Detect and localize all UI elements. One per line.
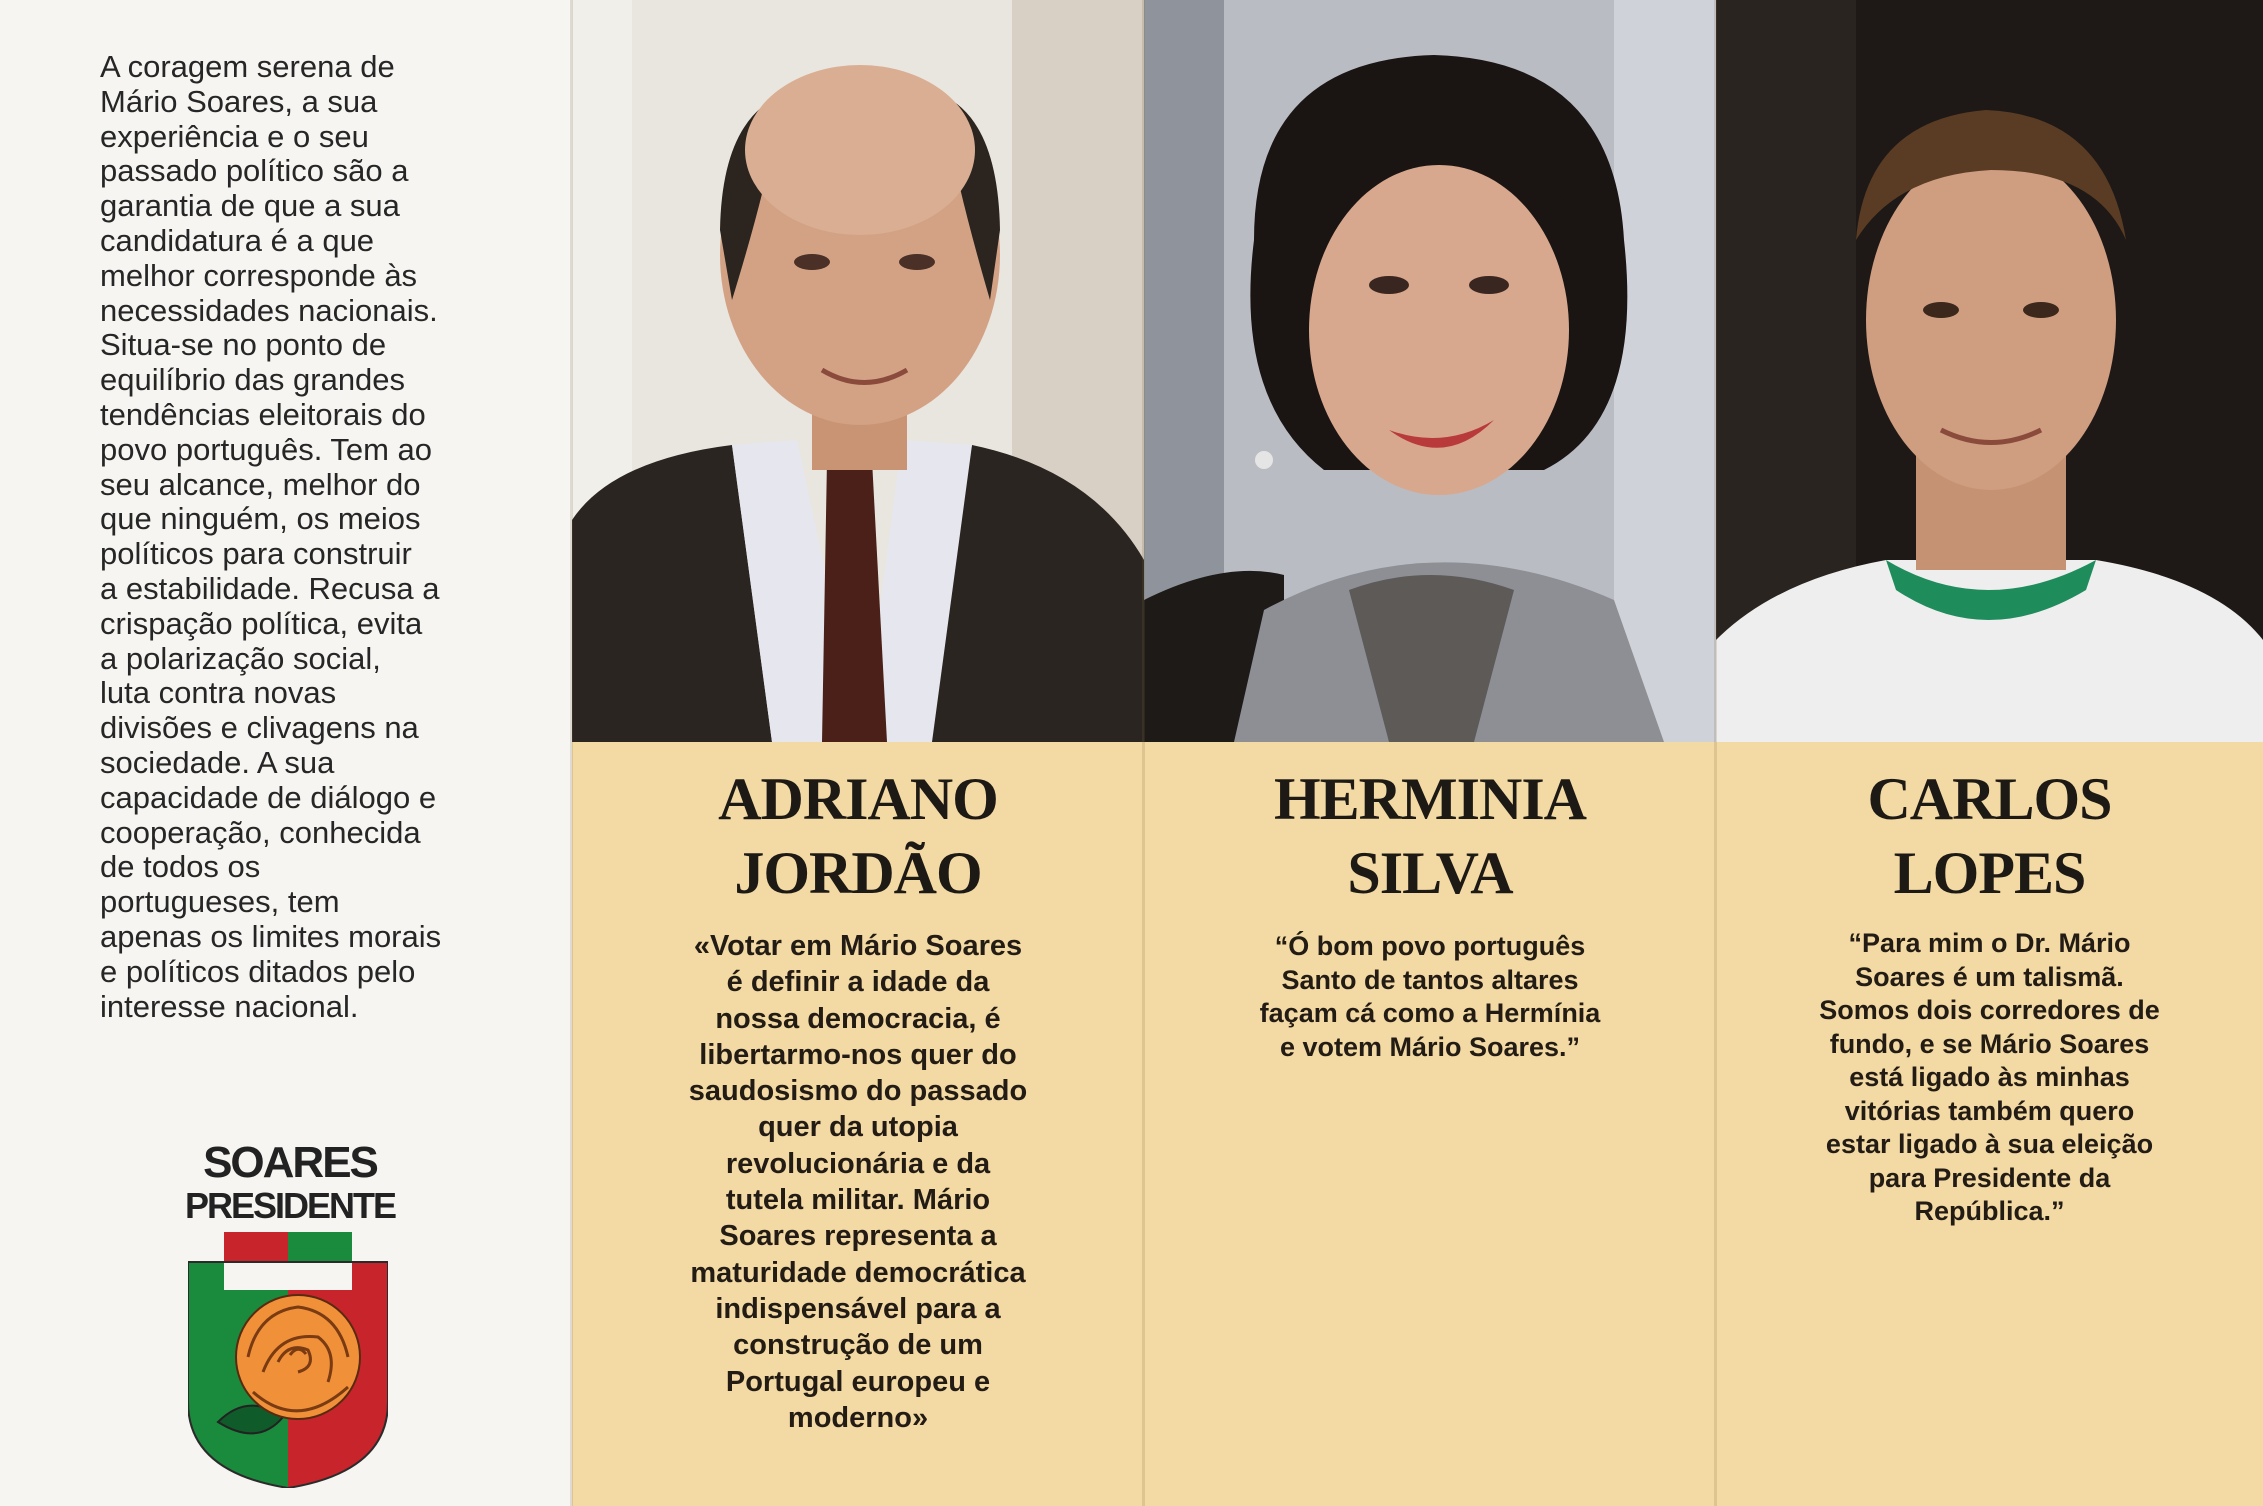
quote-line: Somos dois corredores de bbox=[1819, 995, 2160, 1025]
intro-line: apenas os limites morais bbox=[100, 918, 442, 954]
name-last: LOPES bbox=[1893, 840, 2086, 906]
quote-herminia bbox=[1144, 930, 1716, 1064]
quote-line: Portugal europeu e bbox=[725, 1365, 991, 1398]
intro-line: interesse nacional. bbox=[100, 988, 359, 1024]
portrait-photo-adriano bbox=[572, 0, 1144, 742]
fold-line bbox=[1714, 0, 1717, 1506]
quote-line: “Para mim o Dr. Mário bbox=[1848, 928, 2131, 958]
intro-line: capacidade de diálogo e bbox=[100, 779, 437, 815]
quote-line: está ligado às minhas bbox=[1849, 1062, 2130, 1092]
quote-line: e votem Mário Soares.” bbox=[1279, 1031, 1581, 1062]
person-name-adriano bbox=[572, 762, 1144, 910]
intro-line: crispação política, evita bbox=[100, 605, 423, 641]
intro-line: necessidades nacionais. bbox=[100, 292, 438, 328]
quote-line: moderno» bbox=[787, 1401, 929, 1434]
quote-line: «Votar em Mário Soares bbox=[693, 930, 1023, 962]
campaign-brand bbox=[150, 1140, 430, 1226]
intro-line: políticos para construir bbox=[100, 536, 412, 572]
intro-line: candidatura é a que bbox=[100, 222, 375, 258]
intro-line: Mário Soares, a sua bbox=[100, 83, 378, 119]
quote-line: maturidade democrática bbox=[690, 1256, 1026, 1289]
quote-line: Soares representa a bbox=[719, 1220, 997, 1253]
name-first: CARLOS bbox=[1867, 766, 2112, 832]
intro-line: melhor corresponde às bbox=[100, 257, 418, 293]
brand-soares: SOARES bbox=[203, 1138, 377, 1187]
quote-line: é definir a idade da bbox=[726, 966, 990, 999]
quote-line: quer da utopia bbox=[758, 1111, 958, 1144]
intro-line: a polarização social, bbox=[100, 640, 381, 676]
testimonial-panel-adriano bbox=[572, 0, 1144, 1506]
intro-line: A coragem serena de bbox=[100, 49, 395, 84]
portrait-photo-herminia bbox=[1144, 0, 1716, 742]
intro-line: sociedade. A sua bbox=[100, 744, 335, 780]
intro-line: Situa-se no ponto de bbox=[100, 327, 387, 363]
intro-line: experiência e o seu bbox=[100, 118, 369, 154]
fold-line bbox=[1142, 0, 1145, 1506]
quote-line: saudosismo do passado bbox=[688, 1075, 1028, 1108]
intro-line: povo português. Tem ao bbox=[100, 431, 433, 467]
quote-line: libertarmo-nos quer do bbox=[699, 1038, 1017, 1071]
quote-line: revolucionária e da bbox=[725, 1147, 991, 1180]
intro-line: tendências eleitorais do bbox=[100, 396, 426, 432]
name-last: SILVA bbox=[1347, 840, 1513, 906]
name-last: JORDÃO bbox=[734, 840, 982, 906]
testimonial-panel-herminia bbox=[1144, 0, 1716, 1506]
intro-line: luta contra novas bbox=[100, 675, 337, 711]
intro-line: divisões e clivagens na bbox=[100, 710, 419, 746]
quote-adriano bbox=[572, 928, 1144, 1436]
intro-line: garantia de que a sua bbox=[100, 188, 400, 224]
intro-line: cooperação, conhecida bbox=[100, 814, 421, 850]
quote-line: tutela militar. Mário bbox=[725, 1184, 991, 1217]
quote-line: fundo, e se Mário Soares bbox=[1829, 1028, 2150, 1059]
fold-line bbox=[570, 0, 573, 1506]
intro-line: a estabilidade. Recusa a bbox=[100, 570, 440, 606]
intro-line: de todos os bbox=[100, 849, 261, 885]
brand-presidente: PRESIDENTE bbox=[184, 1185, 396, 1226]
rose-shield-logo-icon bbox=[188, 1232, 388, 1488]
quote-line: Santo de tantos altares bbox=[1281, 964, 1579, 995]
intro-paragraph bbox=[100, 50, 530, 1024]
quote-line: “Ó bom povo português bbox=[1274, 931, 1586, 961]
quote-line: para Presidente da bbox=[1868, 1162, 2111, 1193]
intro-line: e políticos ditados pelo bbox=[100, 953, 416, 989]
testimonial-panel-carlos bbox=[1716, 0, 2263, 1506]
intro-line: portugueses, tem bbox=[100, 884, 340, 920]
intro-line: equilíbrio das grandes bbox=[100, 362, 406, 398]
quote-line: indispensável para a bbox=[715, 1292, 1001, 1325]
quote-line: nossa democracia, é bbox=[715, 1002, 1001, 1035]
name-first: HERMINIA bbox=[1273, 766, 1586, 832]
quote-carlos bbox=[1716, 927, 2263, 1229]
intro-panel bbox=[0, 0, 572, 1506]
intro-line: seu alcance, melhor do bbox=[100, 466, 421, 502]
quote-line: construção de um bbox=[733, 1329, 983, 1362]
intro-line: que ninguém, os meios bbox=[100, 501, 421, 537]
quote-line: Soares é um talismã. bbox=[1855, 961, 2124, 992]
name-first: ADRIANO bbox=[718, 766, 998, 832]
portrait-photo-carlos bbox=[1716, 0, 2263, 742]
intro-line: passado político são a bbox=[100, 153, 409, 189]
person-name-carlos bbox=[1716, 762, 2263, 910]
quote-line: República.” bbox=[1914, 1196, 2065, 1226]
quote-line: façam cá como a Hermínia bbox=[1259, 998, 1601, 1028]
quote-line: vitórias também quero bbox=[1844, 1095, 2135, 1126]
person-name-herminia bbox=[1144, 762, 1716, 910]
quote-line: estar ligado à sua eleição bbox=[1825, 1129, 2154, 1159]
